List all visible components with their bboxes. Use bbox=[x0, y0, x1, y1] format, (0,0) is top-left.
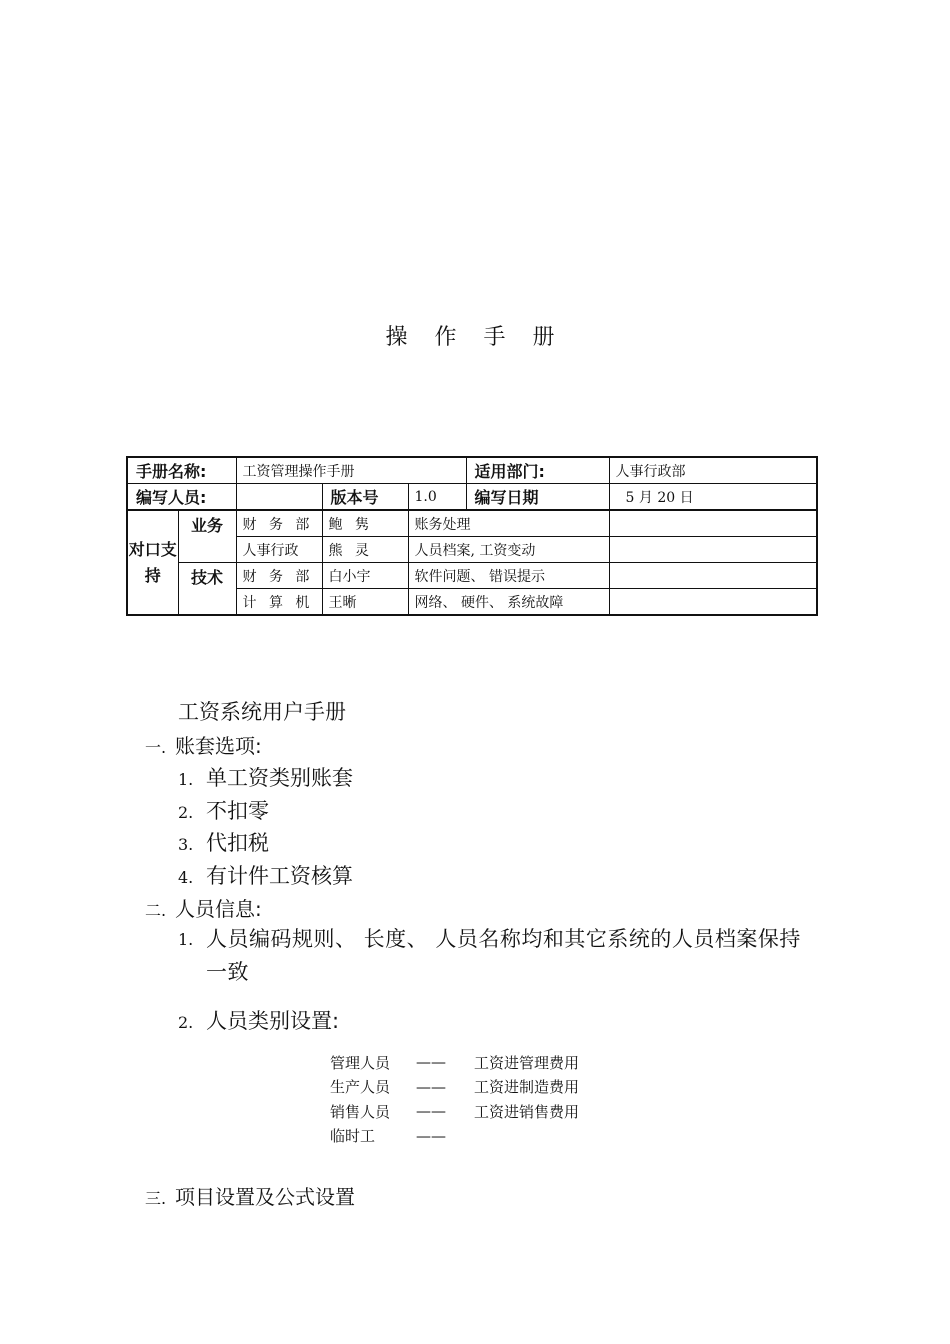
support-person: 鲍 隽 bbox=[322, 510, 408, 537]
list-item bbox=[330, 1124, 579, 1149]
section-heading bbox=[145, 730, 262, 759]
category-desc: 工资进销售费用 bbox=[474, 1102, 580, 1121]
list-item bbox=[178, 860, 353, 890]
section-mark: 二. bbox=[145, 901, 167, 920]
list-item bbox=[178, 762, 353, 792]
category-dash: —— bbox=[416, 1102, 446, 1121]
category-desc: 工资进管理费用 bbox=[474, 1053, 580, 1072]
item-text: 单工资类别账套 bbox=[206, 766, 353, 790]
author-label: 编写人员: bbox=[127, 484, 236, 511]
support-extra bbox=[609, 563, 817, 589]
date-label: 编写日期 bbox=[466, 484, 609, 511]
version-value: 1.0 bbox=[408, 484, 466, 511]
item-text: 不扣零 bbox=[206, 799, 269, 823]
manual-heading: 工资系统用户手册 bbox=[178, 700, 346, 724]
list-item bbox=[178, 795, 269, 825]
support-scope: 软件问题、 错误提示 bbox=[408, 563, 609, 589]
section-heading bbox=[145, 1181, 355, 1210]
list-item bbox=[178, 923, 818, 989]
section-heading bbox=[145, 893, 262, 922]
item-number: 2. bbox=[178, 1013, 194, 1032]
category-name: 临时工 bbox=[330, 1127, 376, 1146]
list-item bbox=[178, 827, 269, 857]
category-name: 生产人员 bbox=[330, 1078, 391, 1097]
dept-label: 适用部门: bbox=[466, 457, 609, 484]
section-mark: 一. bbox=[145, 738, 167, 757]
support-person: 白小宇 bbox=[322, 563, 408, 589]
category-name: 管理人员 bbox=[330, 1053, 391, 1072]
support-row bbox=[127, 563, 817, 589]
support-person: 王晰 bbox=[322, 589, 408, 616]
group-label-business: 业务 bbox=[178, 510, 236, 563]
support-dept: 财 务 部 bbox=[236, 563, 322, 589]
support-extra bbox=[609, 537, 817, 563]
list-item bbox=[330, 1050, 579, 1075]
version-label: 版本号 bbox=[322, 484, 408, 511]
support-dept: 计 算 机 bbox=[236, 589, 322, 616]
item-number: 2. bbox=[178, 803, 194, 822]
category-desc bbox=[474, 1124, 579, 1149]
support-row bbox=[127, 510, 817, 537]
category-dash: —— bbox=[416, 1126, 446, 1145]
support-extra bbox=[609, 510, 817, 537]
support-scope: 网络、 硬件、 系统故障 bbox=[408, 589, 609, 616]
section-title: 账套选项: bbox=[175, 734, 262, 758]
category-desc: 工资进制造费用 bbox=[474, 1078, 580, 1097]
support-extra bbox=[609, 589, 817, 616]
item-text: 人员编码规则、 长度、 人员名称均和其它系统的人员档案保持一致 bbox=[206, 927, 801, 984]
author-value bbox=[236, 484, 322, 511]
date-value: 5 月 20 日 bbox=[609, 484, 817, 511]
support-scope: 账务处理 bbox=[408, 510, 609, 537]
manual-name-label: 手册名称: bbox=[127, 457, 236, 484]
category-dash: —— bbox=[416, 1077, 446, 1096]
section-title: 项目设置及公式设置 bbox=[175, 1185, 355, 1209]
manual-name-value: 工资管理操作手册 bbox=[236, 457, 466, 484]
category-dash: —— bbox=[416, 1053, 446, 1072]
support-dept: 人事行政 bbox=[236, 537, 322, 563]
support-person: 熊 灵 bbox=[322, 537, 408, 563]
support-label: 对口支持 bbox=[127, 510, 178, 615]
document-title: 操 作 手 册 bbox=[385, 325, 565, 350]
support-scope: 人员档案, 工资变动 bbox=[408, 537, 609, 563]
item-number: 3. bbox=[178, 835, 194, 854]
manual-info-table bbox=[126, 456, 818, 616]
item-number: 4. bbox=[178, 868, 194, 887]
list-item bbox=[178, 1005, 339, 1035]
item-number: 1. bbox=[178, 930, 194, 949]
item-text: 有计件工资核算 bbox=[206, 864, 353, 888]
list-item bbox=[330, 1075, 579, 1100]
info-row-author bbox=[127, 484, 817, 511]
personnel-category-list bbox=[330, 1050, 579, 1148]
item-text: 人员类别设置: bbox=[206, 1009, 340, 1033]
section-title: 人员信息: bbox=[175, 897, 262, 921]
support-dept: 财 务 部 bbox=[236, 510, 322, 537]
section-mark: 三. bbox=[145, 1189, 167, 1208]
group-label-technical: 技术 bbox=[178, 563, 236, 616]
item-text: 代扣税 bbox=[206, 831, 269, 855]
dept-value: 人事行政部 bbox=[609, 457, 817, 484]
info-row-name bbox=[127, 457, 817, 484]
category-name: 销售人员 bbox=[330, 1102, 391, 1121]
list-item bbox=[330, 1099, 579, 1124]
item-number: 1. bbox=[178, 770, 194, 789]
